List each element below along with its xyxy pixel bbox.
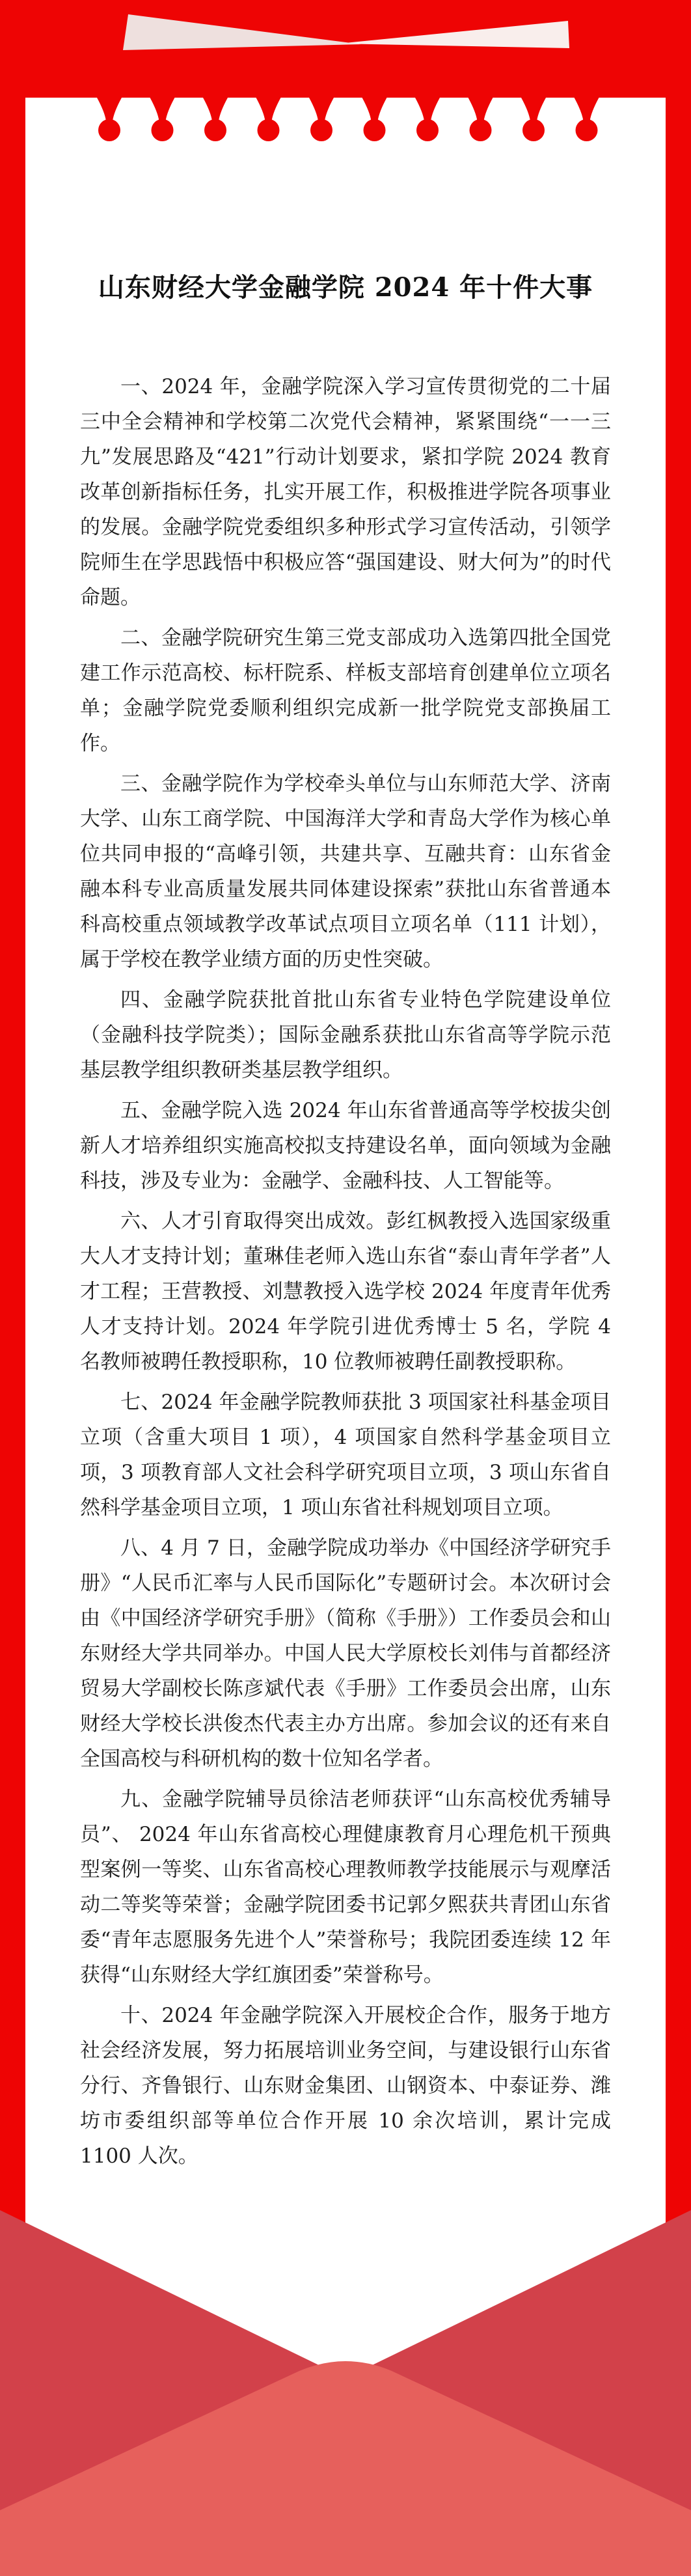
paragraph: 二、金融学院研究生第三党支部成功入选第四批全国党建工作示范高校、标杆院系、样板支部培育创建单位立项名单；金融学院党委顺利组织完成新一批学院党支部换届工作。 bbox=[80, 626, 611, 755]
paragraph: 九、金融学院辅导员徐洁老师获评“山东高校优秀辅导员”、 2024 年山东省高校心理健康教育月心理危机干预典型案例一等奖、山东省高校心理教师教学技能展示与观摩活动二等奖等荣誉；金融学院团委书记郭夕熙获共青团山东省委“青年志愿服务先进个人”荣誉称号；我院团委连续 12 年获得“山东财经大学红旗团委”荣誉称号。 bbox=[80, 1788, 611, 1987]
paragraph: 七、2024 年金融学院教师获批 3 项国家社科基金项目立项（含重大项目 1 项），4 项国家自然科学基金项目立项，3 项教育部人文社会科学研究项目立项，3 项山东省自然科学基金项目立项，1 项山东省社科规划项目立项。 bbox=[80, 1391, 611, 1519]
page-title: 山东财经大学金融学院 2024 年十件大事 bbox=[98, 272, 593, 303]
paragraph: 六、人才引育取得突出成效。彭红枫教授入选国家级重大人才支持计划；董琳佳老师入选山东省“泰山青年学者”人才工程；王营教授、刘慧教授入选学校 2024 年度青年优秀人才支持计划。2024 年学院引进优秀博士 5 名，学院 4 名教师被聘任教授职称，10 位教师被聘任副教授职称。 bbox=[80, 1210, 611, 1374]
document-body bbox=[80, 369, 611, 2174]
paragraph: 五、金融学院入选 2024 年山东省普通高等学校拔尖创新人才培养组织实施高校拟支持建设名单，面向领域为金融科技，涉及专业为：金融学、金融科技、人工智能等。 bbox=[80, 1099, 611, 1193]
paragraph: 一、2024 年，金融学院深入学习宣传贯彻党的二十届三中全会精神和学校第二次党代会精神，紧紧围绕“一一三九”发展思路及“421”行动计划要求，紧扣学院 2024 教育改革创新指标任务，扎实开展工作，积极推进学院各项事业的发展。金融学院党委组织多种形式学习宣传活动，引领学院师生在学思践悟中积极应答“强国建设、财大何为”的时代命题。 bbox=[80, 375, 611, 609]
paragraph: 三、金融学院作为学校牵头单位与山东师范大学、济南大学、山东工商学院、中国海洋大学和青岛大学作为核心单位共同申报的“高峰引领，共建共享、互融共育：山东省金融本科专业高质量发展共同体建设探索”获批山东省普通本科高校重点领域教学改革试点项目立项名单（111 计划），属于学校在教学业绩方面的历史性突破。 bbox=[80, 772, 611, 971]
paper-fringe-tassels-icon bbox=[25, 98, 666, 142]
paragraph: 八、4 月 7 日，金融学院成功举办《中国经济学研究手册》“人民币汇率与人民币国际化”专题研讨会。本次研讨会由《中国经济学研究手册》（简称《手册》）工作委员会和山东财经大学共同举办。中国人民大学原校长刘伟与首都经济贸易大学副校长陈彦斌代表《手册》工作委员会出席，山东财经大学校长洪俊杰代表主办方出席。参加会议的还有来自全国高校与科研机构的数十位知名学者。 bbox=[80, 1536, 611, 1771]
paragraph: 十、2024 年金融学院深入开展校企合作，服务于地方社会经济发展，努力拓展培训业务空间，与建设银行山东省分行、齐鲁银行、山东财金集团、山钢资本、中泰证券、潍坊市委组织部等单位合作开展 10 余次培训，累计完成 1100 人次。 bbox=[80, 2004, 611, 2168]
paragraph: 四、金融学院获批首批山东省专业特色学院建设单位（金融科技学院类）；国际金融系获批山东省高等学院示范基层教学组织教研类基层教学组织。 bbox=[80, 988, 611, 1082]
ribbon-bow-icon bbox=[0, 0, 691, 59]
envelope-icon bbox=[0, 2200, 691, 2576]
